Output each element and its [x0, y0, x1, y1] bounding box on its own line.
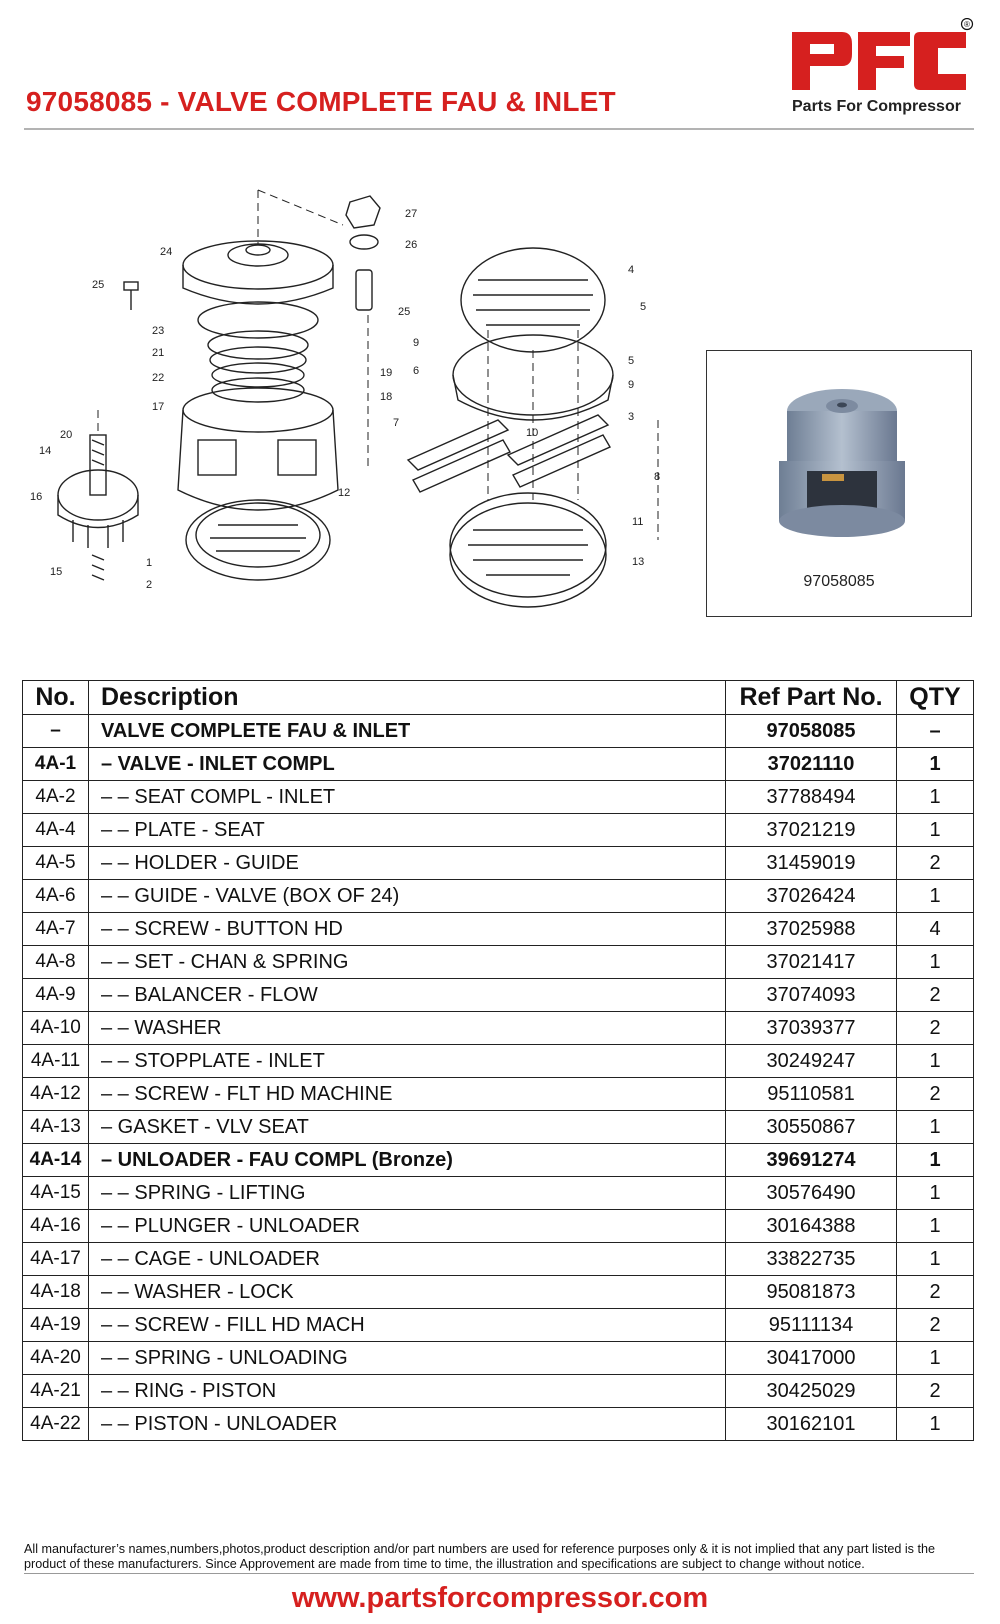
callout: 4 [628, 264, 635, 276]
cell-qty: 1 [897, 1045, 974, 1078]
cell-no: 4A-10 [23, 1012, 89, 1045]
cell-qty: 2 [897, 1012, 974, 1045]
registered-mark: ® [964, 20, 970, 29]
table-row [23, 1144, 974, 1177]
col-header-description: Description [89, 681, 726, 715]
callout: 3 [628, 411, 635, 423]
callout: 13 [632, 556, 645, 568]
cell-no: – [23, 715, 89, 748]
callout: 24 [160, 246, 173, 258]
col-header-qty: QTY [897, 681, 974, 715]
cell-ref: 95081873 [726, 1276, 897, 1309]
cell-no: 4A-8 [23, 946, 89, 979]
callout: 9 [628, 379, 635, 391]
cell-ref: 95110581 [726, 1078, 897, 1111]
cell-qty: 2 [897, 1309, 974, 1342]
cell-ref: 37021219 [726, 814, 897, 847]
cell-description: – – SET - CHAN & SPRING [89, 946, 726, 979]
callout: 26 [405, 239, 418, 251]
photo-caption: 97058085 [803, 573, 875, 590]
cell-no: 4A-18 [23, 1276, 89, 1309]
website-link[interactable]: www.partsforcompressor.com [291, 1582, 709, 1614]
cell-description: – – RING - PISTON [89, 1375, 726, 1408]
cell-ref: 95111134 [726, 1309, 897, 1342]
footer-divider [24, 1573, 974, 1574]
cell-description: – – GUIDE - VALVE (BOX OF 24) [89, 880, 726, 913]
cell-ref: 97058085 [726, 715, 897, 748]
callout: 9 [413, 337, 420, 349]
cell-ref: 37021110 [726, 748, 897, 781]
table-row [23, 1045, 974, 1078]
cell-description: – – HOLDER - GUIDE [89, 847, 726, 880]
table-row [23, 979, 974, 1012]
cell-qty: 2 [897, 1276, 974, 1309]
cell-no: 4A-9 [23, 979, 89, 1012]
callout: 16 [30, 491, 43, 503]
callout: 6 [413, 365, 420, 377]
callout: 20 [60, 429, 73, 441]
table-row [23, 781, 974, 814]
cell-qty: 1 [897, 946, 974, 979]
callout: 2 [146, 579, 153, 591]
cell-description: – – WASHER [89, 1012, 726, 1045]
cell-description: – – SPRING - UNLOADING [89, 1342, 726, 1375]
callout: 27 [405, 208, 418, 220]
diagram-callouts [30, 208, 660, 591]
cell-description: VALVE COMPLETE FAU & INLET [89, 715, 726, 748]
cell-qty: 1 [897, 1342, 974, 1375]
cell-qty: 1 [897, 1177, 974, 1210]
cell-no: 4A-14 [23, 1144, 89, 1177]
product-photo-image [767, 376, 917, 546]
cell-no: 4A-21 [23, 1375, 89, 1408]
table-row [23, 1243, 974, 1276]
table-row [23, 1276, 974, 1309]
table-body [23, 715, 974, 1441]
cell-ref: 31459019 [726, 847, 897, 880]
table-row [23, 1111, 974, 1144]
table-row [23, 1012, 974, 1045]
callout: 10 [526, 427, 539, 439]
cell-qty: 1 [897, 880, 974, 913]
cell-no: 4A-17 [23, 1243, 89, 1276]
cell-ref: 39691274 [726, 1144, 897, 1177]
cell-ref: 37074093 [726, 979, 897, 1012]
cell-ref: 30164388 [726, 1210, 897, 1243]
cell-description: – – SEAT COMPL - INLET [89, 781, 726, 814]
table-row [23, 748, 974, 781]
exploded-diagram-drawing [28, 170, 708, 630]
cell-description: – – SCREW - FILL HD MACH [89, 1309, 726, 1342]
table-row [23, 1408, 974, 1441]
cell-ref: 30425029 [726, 1375, 897, 1408]
callout: 15 [50, 566, 63, 578]
cell-ref: 37788494 [726, 781, 897, 814]
pfc-logo [790, 18, 980, 118]
cell-ref: 37021417 [726, 946, 897, 979]
page-title: 97058085 - VALVE COMPLETE FAU & INLET [26, 86, 616, 117]
pfc-logo-mark [790, 18, 980, 98]
cell-ref: 30249247 [726, 1045, 897, 1078]
cell-description: – – BALANCER - FLOW [89, 979, 726, 1012]
cell-ref: 30550867 [726, 1111, 897, 1144]
col-header-no: No. [23, 681, 89, 715]
col-header-ref: Ref Part No. [726, 681, 897, 715]
callout: 21 [152, 347, 165, 359]
table-row [23, 1210, 974, 1243]
cell-ref: 30576490 [726, 1177, 897, 1210]
cell-no: 4A-15 [23, 1177, 89, 1210]
table-row [23, 1375, 974, 1408]
product-photo [706, 350, 972, 617]
cell-description: – – WASHER - LOCK [89, 1276, 726, 1309]
exploded-diagram [28, 170, 708, 630]
cell-ref: 37026424 [726, 880, 897, 913]
cell-qty: 1 [897, 814, 974, 847]
disclaimer-text: All manufacturer’s names,numbers,photos,product description and/or part numbers are used for reference purposes only & it is not implied that any part listed is the product of these manufacturers. Since Approvement are made from time to time, the illustration and specifications are subject to change without notice. [24, 1542, 935, 1571]
parts-table [22, 680, 974, 1441]
cell-ref: 33822735 [726, 1243, 897, 1276]
cell-qty: 2 [897, 979, 974, 1012]
cell-no: 4A-4 [23, 814, 89, 847]
callout: 23 [152, 325, 165, 337]
cell-description: – – SCREW - FLT HD MACHINE [89, 1078, 726, 1111]
cell-ref: 30417000 [726, 1342, 897, 1375]
cell-no: 4A-7 [23, 913, 89, 946]
callout: 7 [393, 417, 400, 429]
cell-no: 4A-16 [23, 1210, 89, 1243]
cell-description: – – SPRING - LIFTING [89, 1177, 726, 1210]
callout: 1 [146, 557, 153, 569]
header-divider [24, 128, 974, 130]
cell-qty: 1 [897, 781, 974, 814]
callout: 25 [92, 279, 105, 291]
callout: 8 [654, 471, 661, 483]
callout: 5 [640, 301, 647, 313]
cell-no: 4A-19 [23, 1309, 89, 1342]
callout: 11 [632, 516, 644, 528]
table-row [23, 847, 974, 880]
cell-description: – – SCREW - BUTTON HD [89, 913, 726, 946]
cell-description: – – PISTON - UNLOADER [89, 1408, 726, 1441]
cell-qty: – [897, 715, 974, 748]
cell-no: 4A-6 [23, 880, 89, 913]
cell-no: 4A-11 [23, 1045, 89, 1078]
cell-no: 4A-5 [23, 847, 89, 880]
table-row [23, 1078, 974, 1111]
cell-qty: 1 [897, 1111, 974, 1144]
table-row [23, 1177, 974, 1210]
table-row [23, 814, 974, 847]
cell-qty: 1 [897, 748, 974, 781]
table-header-row [23, 681, 974, 715]
table-row [23, 1309, 974, 1342]
cell-ref: 37025988 [726, 913, 897, 946]
cell-description: – – CAGE - UNLOADER [89, 1243, 726, 1276]
cell-ref: 37039377 [726, 1012, 897, 1045]
table-row [23, 715, 974, 748]
cell-qty: 1 [897, 1408, 974, 1441]
cell-description: – – STOPPLATE - INLET [89, 1045, 726, 1078]
cell-qty: 1 [897, 1243, 974, 1276]
callout: 17 [152, 401, 165, 413]
cell-no: 4A-13 [23, 1111, 89, 1144]
cell-qty: 1 [897, 1210, 974, 1243]
callout: 5 [628, 355, 635, 367]
cell-no: 4A-12 [23, 1078, 89, 1111]
cell-qty: 2 [897, 1375, 974, 1408]
cell-description: – – PLATE - SEAT [89, 814, 726, 847]
table-row [23, 1342, 974, 1375]
callout: 22 [152, 372, 165, 384]
table-row [23, 880, 974, 913]
table-row [23, 913, 974, 946]
callout: 12 [338, 487, 351, 499]
callout: 25 [398, 306, 411, 318]
cell-description: – – PLUNGER - UNLOADER [89, 1210, 726, 1243]
cell-ref: 30162101 [726, 1408, 897, 1441]
callout: 14 [39, 445, 52, 457]
cell-no: 4A-22 [23, 1408, 89, 1441]
callout: 19 [380, 367, 393, 379]
cell-qty: 4 [897, 913, 974, 946]
table-row [23, 946, 974, 979]
logo-tagline: Parts For Compressor [792, 98, 961, 115]
cell-no: 4A-2 [23, 781, 89, 814]
cell-qty: 2 [897, 1078, 974, 1111]
cell-no: 4A-1 [23, 748, 89, 781]
cell-qty: 2 [897, 847, 974, 880]
cell-description: – UNLOADER - FAU COMPL (Bronze) [89, 1144, 726, 1177]
cell-description: – GASKET - VLV SEAT [89, 1111, 726, 1144]
callout: 18 [380, 391, 393, 403]
cell-qty: 1 [897, 1144, 974, 1177]
cell-description: – VALVE - INLET COMPL [89, 748, 726, 781]
cell-no: 4A-20 [23, 1342, 89, 1375]
